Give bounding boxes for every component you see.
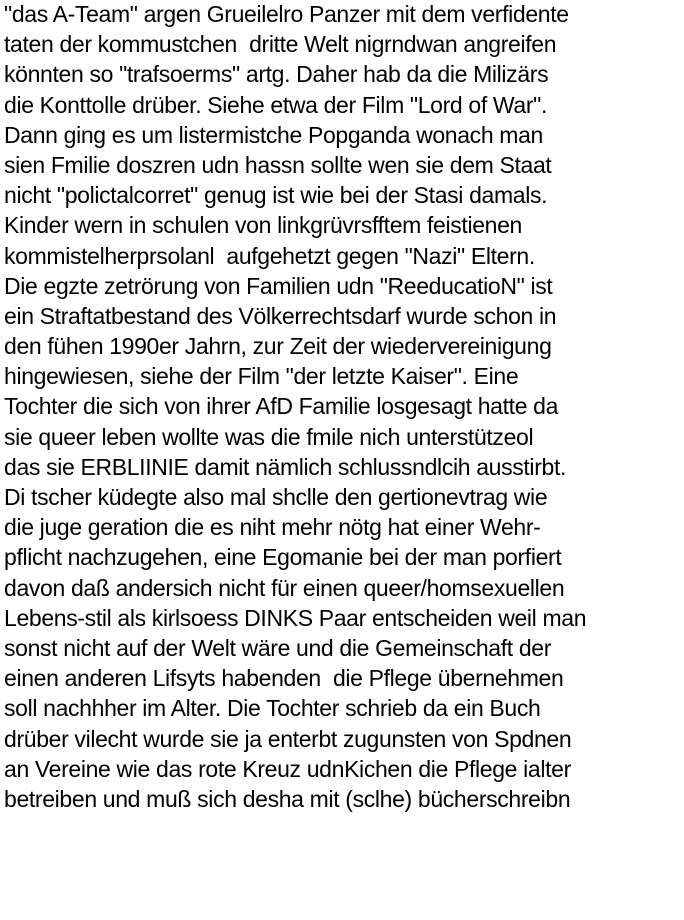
text-line: pflicht nachzugehen, eine Egomanie bei der man porfiert [4, 544, 562, 571]
text-line: sonst nicht auf der Welt wäre und die Gemeinschaft der [4, 634, 552, 661]
text-line: ein Straftatbestand des Völkerrechtsdarf wurde schon in [4, 302, 557, 329]
text-line: könnten so "trafsoerms" artg. Daher hab da die Milizärs [4, 61, 549, 88]
text-line: Tochter die sich von ihrer AfD Familie losgesagt hatte da [4, 393, 559, 420]
text-line: soll nachhher im Alter. Die Tochter schrieb da ein Buch [4, 695, 541, 722]
text-line: Lebens-stil als kirlsoess DINKS Paar entscheiden weil man [4, 604, 587, 631]
text-line: sie queer leben wollte was die fmile nich unterstützeol [4, 423, 534, 450]
text-line: die juge geration die es niht mehr nötg hat einer Wehr- [4, 514, 541, 541]
text-line: hingewiesen, siehe der Film "der letzte Kaiser". Eine [4, 363, 519, 390]
text-block [4, 0, 684, 814]
text-line: an Vereine wie das rote Kreuz udnKichen die Pflege ialter [4, 755, 571, 782]
text-line: Die egzte zetrörung von Familien udn "ReeducatioN" ist [4, 272, 553, 299]
text-line: nicht "polictalcorret" genug ist wie bei der Stasi damals. [4, 182, 548, 209]
text-line: den fühen 1990er Jahrn, zur Zeit der wiedervereinigung [4, 333, 552, 360]
text-line: die Konttolle drüber. Siehe etwa der Film "Lord of War". [4, 91, 548, 118]
text-line: einen anderen Lifsyts habenden die Pflege übernehmen [4, 665, 564, 692]
text-line: davon daß andersich nicht für einen queer/homsexuellen [4, 574, 565, 601]
text-line: sien Fmilie doszren udn hassn sollte wen sie dem Staat [4, 151, 552, 178]
text-line: betreiben und muß sich desha mit (sclhe) bücherschreibn [4, 785, 571, 812]
text-line: Di tscher küdegte also mal shclle den gertionevtrag wie [4, 484, 548, 510]
text-line: drüber vilecht wurde sie ja enterbt zugunsten von Spdnen [4, 725, 572, 752]
text-line: Kinder wern in schulen von linkgrüvrsfftem feistienen [4, 212, 522, 239]
text-line: Dann ging es um listermistche Popganda wonach man [4, 121, 543, 148]
text-line: das sie ERBLIINIE damit nämlich schlussndlcih ausstirbt. [4, 453, 567, 480]
text-line: "das A-Team" argen Grueilelro Panzer mit dem verfidente [4, 1, 569, 27]
text-line: taten der kommustchen dritte Welt nigrndwan angreifen [4, 31, 557, 58]
text-line: kommistelherprsolanl aufgehetzt gegen "Nazi" Eltern. [4, 242, 535, 269]
